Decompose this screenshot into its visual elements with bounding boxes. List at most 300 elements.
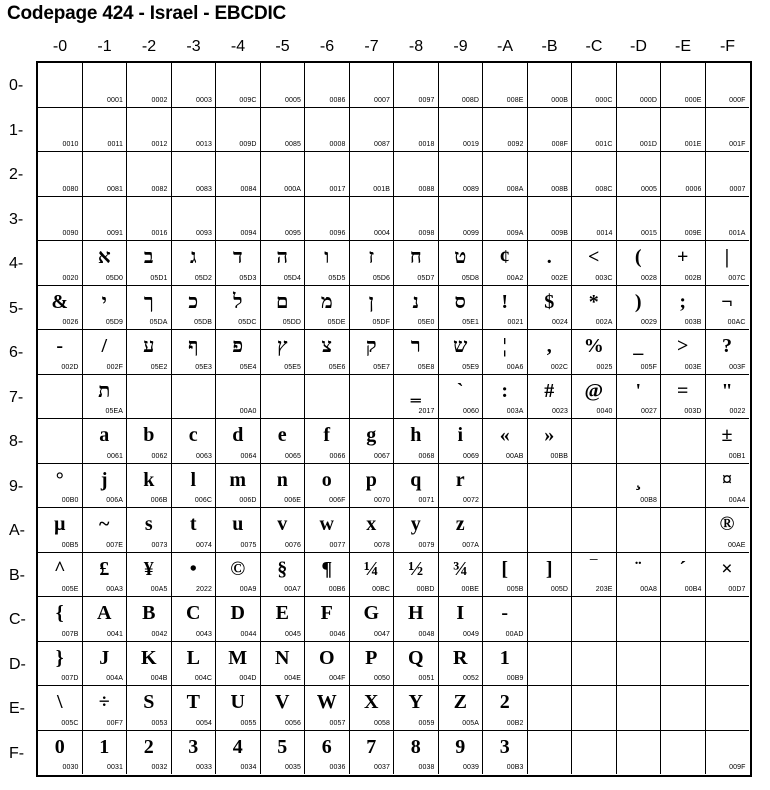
char-cell	[261, 152, 306, 197]
char-cell	[38, 197, 83, 242]
char-glyph: )	[634, 290, 642, 313]
unicode-code: 0068	[418, 452, 435, 460]
unicode-code: 00A0	[239, 408, 257, 415]
unicode-code: 0085	[285, 141, 301, 148]
char-cell	[661, 464, 706, 509]
unicode-code: 0058	[374, 719, 390, 727]
char-cell	[127, 286, 172, 331]
char-cell	[528, 597, 573, 642]
row-header: E-	[9, 700, 25, 717]
char-cell	[127, 241, 172, 286]
char-cell	[617, 597, 662, 642]
unicode-code: 05E9	[462, 363, 479, 371]
char-cell	[617, 464, 662, 509]
unicode-code: 0007	[729, 185, 746, 193]
char-cell	[216, 464, 261, 509]
char-cell	[439, 508, 484, 553]
unicode-code: 002D	[61, 363, 79, 371]
char-cell	[706, 597, 749, 642]
unicode-code: 00AB	[505, 452, 524, 460]
unicode-code: 00AD	[505, 630, 524, 638]
unicode-code: 001A	[728, 230, 746, 237]
char-cell	[261, 419, 306, 464]
char-cell	[572, 152, 617, 197]
codepage-grid	[36, 61, 752, 777]
char-cell	[350, 375, 395, 420]
char-cell	[127, 152, 172, 197]
unicode-code: 00A6	[506, 363, 524, 371]
char-glyph: f	[323, 424, 331, 446]
row-header: 3-	[9, 210, 24, 228]
char-cell	[216, 597, 261, 642]
char-cell	[528, 152, 573, 197]
char-glyph: O	[318, 646, 335, 669]
char-cell	[38, 597, 83, 642]
char-cell	[439, 241, 484, 286]
char-glyph: K	[140, 646, 157, 669]
char-cell	[483, 286, 528, 331]
char-cell	[439, 419, 484, 464]
char-glyph: }	[55, 646, 64, 669]
char-glyph: P	[365, 646, 378, 669]
unicode-code: 00B8	[640, 497, 657, 504]
char-cell	[350, 597, 395, 642]
unicode-code: 0043	[196, 630, 212, 638]
unicode-code: 005D	[550, 586, 568, 593]
unicode-code: 006F	[329, 497, 346, 504]
char-cell	[38, 508, 83, 553]
unicode-code: 0083	[196, 185, 212, 193]
column-header: -A	[497, 38, 513, 55]
unicode-code: 0048	[418, 630, 435, 638]
char-glyph: ¾	[452, 557, 468, 580]
char-glyph: ±	[721, 424, 733, 446]
unicode-code: 001B	[373, 185, 390, 193]
char-glyph: M	[228, 646, 248, 669]
char-glyph: ם	[276, 290, 289, 313]
char-cell	[439, 63, 484, 108]
char-glyph: `	[456, 379, 464, 402]
unicode-code: 008C	[595, 185, 613, 193]
char-cell	[127, 419, 172, 464]
char-glyph: ג	[189, 246, 197, 268]
char-cell	[172, 152, 217, 197]
page-title: Codepage 424 - Israel - EBCDIC	[7, 3, 287, 24]
column-header: -B	[541, 38, 558, 55]
char-cell	[483, 375, 528, 420]
char-glyph: u	[232, 513, 244, 535]
unicode-code: 008B	[551, 185, 568, 193]
char-cell	[572, 464, 617, 509]
unicode-code: 0057	[329, 719, 346, 727]
char-glyph: 8	[410, 735, 421, 758]
unicode-code: 05D4	[283, 274, 301, 282]
char-cell	[83, 553, 128, 598]
char-glyph: >	[677, 335, 689, 357]
char-glyph: »	[544, 424, 555, 446]
unicode-code: 0073	[151, 541, 168, 549]
unicode-code: 2022	[196, 586, 212, 593]
char-cell	[127, 731, 172, 774]
char-glyph: i	[457, 424, 464, 446]
char-cell	[127, 686, 172, 731]
char-cell	[216, 241, 261, 286]
char-cell	[127, 597, 172, 642]
char-cell	[439, 731, 484, 774]
char-glyph: ך	[143, 290, 154, 313]
unicode-code: 007E	[106, 541, 123, 549]
char-cell	[394, 330, 439, 375]
unicode-code: 0087	[374, 141, 390, 148]
unicode-code: 0005	[641, 185, 657, 193]
char-cell	[572, 508, 617, 553]
char-cell	[661, 152, 706, 197]
char-cell	[528, 197, 573, 242]
char-glyph: £	[99, 557, 110, 580]
char-glyph: ¬	[721, 290, 733, 313]
char-glyph: 3	[499, 735, 510, 758]
char-glyph: ¥	[143, 557, 154, 580]
char-cell	[572, 241, 617, 286]
unicode-code: 0046	[329, 630, 346, 638]
char-cell	[350, 197, 395, 242]
char-cell	[127, 330, 172, 375]
char-cell	[528, 686, 573, 731]
unicode-code: 0061	[107, 452, 123, 460]
unicode-code: 009D	[239, 141, 257, 148]
char-glyph: R	[453, 646, 468, 669]
char-cell	[528, 108, 573, 153]
unicode-code: 0090	[62, 230, 79, 237]
unicode-code: 05DC	[238, 319, 257, 326]
char-cell	[617, 731, 662, 774]
char-cell	[439, 330, 484, 375]
char-cell	[350, 108, 395, 153]
char-cell	[38, 731, 83, 774]
char-cell	[706, 63, 749, 108]
char-cell	[38, 152, 83, 197]
char-glyph: '	[635, 379, 642, 402]
column-header: -8	[408, 38, 424, 55]
unicode-code: 0091	[107, 230, 123, 237]
unicode-code: 009C	[239, 96, 257, 104]
char-cell	[216, 152, 261, 197]
char-glyph: ץ	[277, 335, 288, 357]
char-cell	[528, 63, 573, 108]
row-header: 4-	[9, 255, 24, 272]
char-glyph: @	[584, 379, 604, 402]
row-header: C-	[9, 611, 26, 628]
char-glyph: G	[363, 602, 380, 624]
char-cell	[439, 597, 484, 642]
char-cell	[305, 731, 350, 774]
unicode-code: 0051	[418, 675, 435, 682]
char-glyph: c	[188, 424, 198, 446]
char-glyph: /	[101, 335, 108, 357]
char-cell	[661, 375, 706, 420]
char-cell	[305, 286, 350, 331]
char-cell	[439, 197, 484, 242]
unicode-code: 05DB	[194, 319, 212, 326]
char-cell	[350, 642, 395, 687]
char-cell	[83, 152, 128, 197]
unicode-code: 0002	[151, 96, 168, 104]
unicode-code: 0006	[685, 185, 702, 193]
char-cell	[216, 286, 261, 331]
unicode-code: 0005	[285, 96, 301, 104]
char-cell	[305, 375, 350, 420]
unicode-code: 0092	[507, 141, 524, 148]
unicode-code: 000D	[639, 96, 657, 104]
unicode-code: 0056	[285, 719, 301, 727]
unicode-code: 0020	[62, 274, 79, 282]
char-glyph: ה	[276, 246, 288, 268]
char-glyph: t	[189, 513, 197, 535]
char-cell	[706, 330, 749, 375]
char-cell	[83, 63, 128, 108]
unicode-code: 00A8	[640, 586, 657, 593]
column-header: -D	[630, 38, 647, 55]
char-cell	[305, 597, 350, 642]
char-cell	[83, 197, 128, 242]
char-glyph: 1	[99, 735, 110, 758]
char-cell	[305, 642, 350, 687]
char-cell	[439, 375, 484, 420]
unicode-code: 0086	[329, 96, 346, 104]
unicode-code: 0095	[285, 230, 301, 237]
unicode-code: 05E0	[417, 319, 435, 326]
unicode-code: 0059	[418, 719, 435, 727]
unicode-code: 000B	[551, 96, 568, 104]
unicode-code: 00BB	[550, 452, 568, 460]
char-glyph: 6	[321, 735, 332, 758]
char-glyph: ע	[143, 335, 155, 357]
char-cell	[572, 197, 617, 242]
char-glyph: r	[455, 468, 465, 491]
char-glyph: w	[319, 513, 334, 535]
char-glyph: .	[546, 246, 552, 268]
unicode-code: 003A	[506, 408, 524, 415]
char-cell	[617, 152, 662, 197]
char-cell	[127, 508, 172, 553]
unicode-code: 0015	[641, 230, 657, 237]
unicode-code: 0049	[463, 630, 479, 638]
char-cell	[439, 108, 484, 153]
unicode-code: 0028	[641, 274, 657, 282]
char-cell	[528, 419, 573, 464]
unicode-code: 0093	[196, 230, 212, 237]
char-glyph: F	[320, 602, 333, 624]
unicode-code: 0066	[329, 452, 346, 460]
unicode-code: 00D7	[728, 586, 746, 593]
char-glyph: ?	[722, 335, 732, 357]
char-glyph: A	[97, 602, 112, 624]
char-cell	[172, 108, 217, 153]
unicode-code: 003F	[729, 363, 746, 371]
char-cell	[305, 197, 350, 242]
char-cell	[394, 686, 439, 731]
unicode-code: 005E	[61, 586, 79, 593]
char-glyph: <	[588, 246, 600, 268]
unicode-code: 008F	[551, 141, 568, 148]
char-glyph: ;	[679, 290, 687, 313]
char-cell	[439, 642, 484, 687]
char-cell	[172, 330, 217, 375]
char-cell	[261, 241, 306, 286]
unicode-code: 006C	[194, 497, 212, 504]
char-glyph: כ	[188, 290, 199, 313]
char-glyph: V	[275, 691, 290, 713]
unicode-code: 0081	[107, 185, 123, 193]
char-cell	[38, 686, 83, 731]
char-cell	[483, 597, 528, 642]
char-cell	[83, 464, 128, 509]
unicode-code: 000F	[729, 96, 746, 104]
column-header: -5	[275, 38, 290, 55]
unicode-code: 05D1	[150, 274, 168, 282]
char-glyph: פ	[232, 335, 244, 357]
unicode-code: 0042	[151, 630, 168, 638]
unicode-code: 0076	[285, 541, 301, 549]
unicode-code: 000E	[684, 96, 702, 104]
unicode-code: 0023	[552, 408, 568, 415]
unicode-code: 0024	[552, 319, 568, 326]
unicode-code: 05D9	[105, 319, 123, 326]
unicode-code: 0047	[374, 630, 390, 638]
char-glyph: מ	[320, 290, 333, 313]
char-cell	[528, 464, 573, 509]
char-cell	[528, 375, 573, 420]
char-glyph: 9	[455, 735, 466, 758]
unicode-code: 0088	[418, 185, 435, 193]
char-glyph: ק	[365, 335, 377, 357]
unicode-code: 05D8	[461, 274, 479, 282]
unicode-code: 0001	[107, 96, 123, 104]
char-glyph: Z	[453, 691, 467, 713]
char-cell	[394, 63, 439, 108]
char-cell	[172, 731, 217, 774]
unicode-code: 05EA	[105, 408, 123, 415]
unicode-code: 0004	[374, 230, 390, 237]
unicode-code: 0010	[62, 141, 79, 148]
unicode-code: 0069	[463, 452, 479, 460]
char-glyph: b	[143, 424, 155, 446]
char-cell	[439, 286, 484, 331]
char-glyph: y	[410, 513, 421, 535]
char-cell	[261, 375, 306, 420]
unicode-code: 0030	[62, 763, 79, 771]
unicode-code: 004E	[284, 675, 301, 682]
char-cell	[661, 597, 706, 642]
unicode-code: 001C	[595, 141, 613, 148]
char-glyph: ב	[143, 246, 154, 268]
char-cell	[305, 108, 350, 153]
unicode-code: 0016	[151, 230, 168, 237]
char-glyph: Q	[407, 646, 424, 669]
unicode-code: 004A	[106, 675, 123, 682]
char-cell	[483, 63, 528, 108]
char-glyph: k	[143, 468, 155, 491]
unicode-code: 003B	[684, 319, 702, 326]
char-cell	[617, 642, 662, 687]
column-header: -0	[52, 38, 68, 55]
char-glyph: I	[456, 602, 465, 624]
char-cell	[305, 63, 350, 108]
char-glyph: S	[143, 691, 155, 713]
char-glyph: \	[56, 691, 63, 713]
char-cell	[439, 152, 484, 197]
unicode-code: 004D	[239, 675, 257, 682]
unicode-code: 05E4	[239, 363, 257, 371]
char-glyph: ת	[98, 379, 111, 402]
char-cell	[350, 731, 395, 774]
char-glyph: X	[364, 691, 379, 713]
char-cell	[572, 731, 617, 774]
unicode-code: 001D	[639, 141, 657, 148]
char-glyph: ש	[453, 335, 468, 357]
char-cell	[617, 108, 662, 153]
char-cell	[216, 419, 261, 464]
char-cell	[261, 108, 306, 153]
char-cell	[216, 731, 261, 774]
unicode-code: 002F	[106, 363, 123, 371]
char-cell	[350, 464, 395, 509]
unicode-code: 005C	[61, 719, 79, 727]
unicode-code: 0096	[329, 230, 346, 237]
char-cell	[617, 508, 662, 553]
char-cell	[127, 464, 172, 509]
char-cell	[305, 464, 350, 509]
unicode-code: 00F7	[106, 719, 123, 727]
char-cell	[305, 241, 350, 286]
char-glyph: ¤	[722, 468, 732, 491]
char-glyph: ¨	[634, 557, 642, 580]
char-cell	[394, 508, 439, 553]
unicode-code: 0011	[107, 141, 123, 148]
char-cell	[483, 508, 528, 553]
char-glyph: -	[501, 602, 509, 624]
unicode-code: 0045	[285, 630, 301, 638]
column-header: -F	[719, 38, 736, 55]
unicode-code: 0054	[196, 719, 212, 727]
char-glyph: n	[276, 468, 288, 491]
char-glyph: ¦	[502, 335, 507, 357]
char-cell	[661, 553, 706, 598]
unicode-code: 0039	[463, 763, 479, 771]
char-cell	[528, 553, 573, 598]
char-cell	[305, 508, 350, 553]
unicode-code: 0052	[463, 675, 479, 682]
unicode-code: 0012	[151, 141, 168, 148]
char-cell	[706, 642, 749, 687]
char-cell	[661, 419, 706, 464]
unicode-code: 007D	[61, 675, 79, 682]
char-glyph: T	[186, 691, 200, 713]
char-cell	[127, 108, 172, 153]
column-header: -4	[230, 38, 246, 55]
char-glyph: +	[677, 246, 689, 268]
char-glyph: 5	[277, 735, 288, 758]
char-glyph: a	[99, 424, 110, 446]
char-glyph: ×	[721, 557, 733, 580]
char-cell	[261, 553, 306, 598]
char-cell	[350, 152, 395, 197]
unicode-code: 0022	[729, 408, 746, 415]
char-glyph: x	[366, 513, 377, 535]
char-cell	[661, 731, 706, 774]
unicode-code: 05DA	[149, 319, 168, 326]
char-glyph: ט	[454, 246, 467, 268]
